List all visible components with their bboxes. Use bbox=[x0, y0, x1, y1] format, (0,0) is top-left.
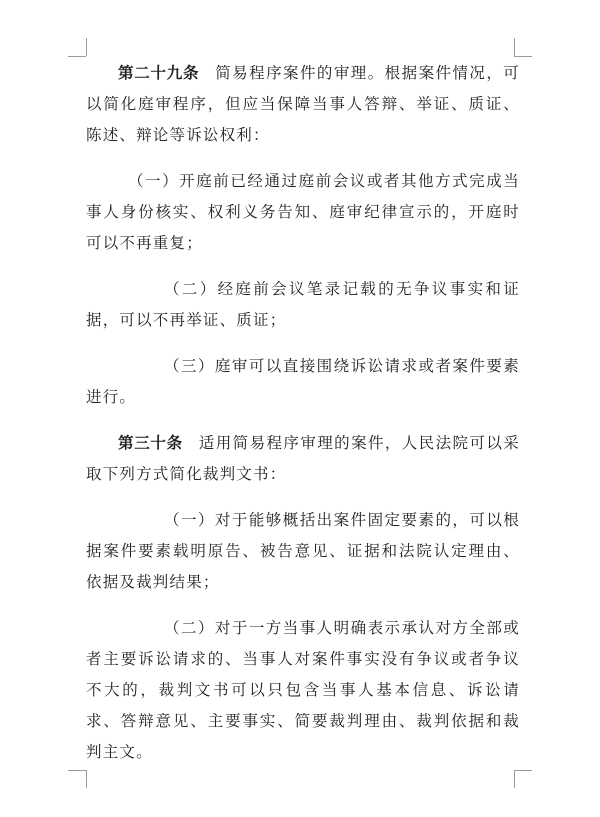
crop-mark-top-right-h bbox=[514, 56, 532, 57]
article-30-item-1: （一）对于能够概括出案件固定要素的，可以根据案件要素载明原告、被告意见、证据和法院认定理由、依据及裁判结果； bbox=[86, 511, 520, 591]
document-body bbox=[86, 58, 520, 768]
crop-mark-top-left-h bbox=[68, 56, 86, 57]
article-30-body: 适用简易程序审理的案件，人民法院可以采取下列方式简化裁判文书： bbox=[86, 434, 520, 483]
article-29-item-3: （三）庭审可以直接围绕诉讼请求或者案件要素进行。 bbox=[86, 357, 520, 406]
article-29-body: 简易程序案件的审理。根据案件情况，可以简化庭审程序，但应当保障当事人答辩、举证、质证、陈述、辩论等诉讼权利： bbox=[86, 64, 520, 144]
article-30-item-2: （二）对于一方当事人明确表示承认对方全部或者主要诉讼请求的、当事人对案件事实没有争议或者争议不大的，裁判文书可以只包含当事人基本信息、诉讼请求、答辩意见、主要事实、简要裁判理由、裁判依据和裁判主文。 bbox=[86, 619, 520, 761]
crop-mark-bottom-right-h bbox=[514, 770, 532, 771]
article-29-paragraph bbox=[86, 58, 520, 151]
crop-mark-bottom-left-v bbox=[86, 770, 87, 788]
crop-mark-bottom-left-h bbox=[68, 770, 86, 771]
article-30-paragraph bbox=[86, 428, 520, 490]
article-29-title: 第二十九条 bbox=[118, 64, 200, 82]
article-30-title: 第三十条 bbox=[118, 434, 183, 452]
crop-mark-bottom-right-v bbox=[514, 770, 515, 788]
crop-mark-top-right-v bbox=[514, 38, 515, 56]
article-29-item-1: （一）开庭前已经通过庭前会议或者其他方式完成当事人身份核实、权利义务告知、庭审纪律宣示的，开庭时可以不再重复； bbox=[86, 172, 520, 252]
article-29-item-2: （二）经庭前会议笔录记载的无争议事实和证据，可以不再举证、质证； bbox=[86, 280, 520, 329]
crop-mark-top-left-v bbox=[86, 38, 87, 56]
